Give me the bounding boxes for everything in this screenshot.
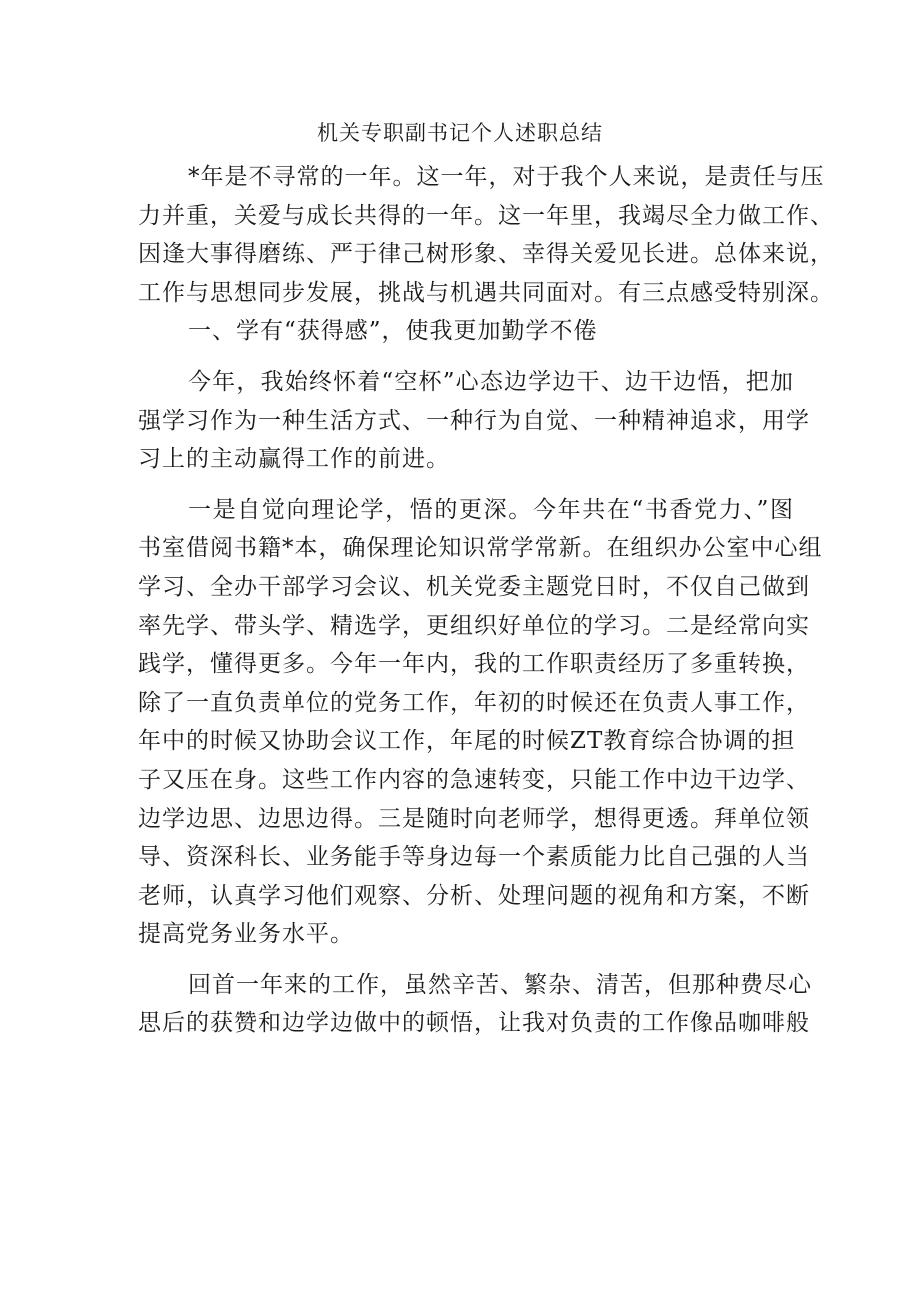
text-line: 一、学有“获得感”，使我更加勤学不倦 [188, 318, 598, 345]
paragraph [138, 491, 823, 954]
text-line: 思后的获赞和边学边做中的顿悟，让我对负责的工作像品咖啡般 [138, 1010, 810, 1037]
text-line: 践学，懂得更多。今年一年内，我的工作职责经历了多重转换， [138, 651, 810, 678]
text-line: 边学边思、边思边得。三是随时向老师学，想得更透。拜单位领 [138, 805, 810, 832]
text-line: 老师，认真学习他们观察、分析、处理问题的视角和方案，不断 [138, 882, 810, 909]
document-body [138, 158, 834, 1043]
text-line: 年中的时候又协助会议工作，年尾的时候ZT教育综合协调的担 [138, 728, 796, 755]
text-line: 因逢大事得磨练、严于律己树形象、幸得关爱见长进。总体来说， [138, 241, 834, 268]
text-line: 率先学、带头学、精选学，更组织好单位的学习。二是经常向实 [138, 612, 810, 639]
paragraph [138, 966, 812, 1043]
paragraph-gap [138, 954, 794, 966]
text-line: 书室借阅书籍*本，确保理论知识常学常新。在组织办公室中心组 [138, 535, 823, 562]
text-line: 习上的主动赢得工作的前进。 [138, 446, 450, 473]
document-title: 机关专职副书记个人述职总结 [317, 121, 603, 145]
text-line: 导、资深科长、业务能手等身边每一个素质能力比自己强的人当 [138, 844, 810, 871]
paragraph-gap [138, 479, 794, 491]
text-line: 强学习作为一种生活方式、一种行为自觉、一种精神追求，用学 [138, 407, 810, 434]
paragraph [138, 363, 810, 479]
text-line: 今年，我始终怀着“空杯”心态边学边干、边干边悟，把加 [188, 368, 794, 395]
text-line: 回首一年来的工作，虽然辛苦、繁杂、清苦，但那种费尽心 [188, 971, 812, 998]
text-line: 提高党务业务水平。 [138, 921, 354, 948]
text-line: *年是不寻常的一年。这一年，对于我个人来说，是责任与压 [188, 164, 825, 190]
text-line: 除了一直负责单位的党务工作，年初的时候还在负责人事工作， [138, 689, 810, 716]
text-line: 力并重，关爱与成长共得的一年。这一年里，我竭尽全力做工作、 [138, 202, 834, 229]
text-line: 一是自觉向理论学，悟的更深。今年共在“书香党力、”图 [188, 496, 794, 523]
text-line: 子又压在身。这些工作内容的急速转变，只能工作中边干边学、 [138, 766, 810, 793]
text-line: 学习、全办干部学习会议、机关党委主题党日时，不仅自己做到 [138, 573, 810, 600]
paragraph [138, 158, 834, 312]
text-line: 工作与思想同步发展，挑战与机遇共同面对。有三点感受特别深。 [138, 279, 834, 306]
paragraph-gap [138, 351, 794, 363]
section-heading [138, 312, 794, 351]
